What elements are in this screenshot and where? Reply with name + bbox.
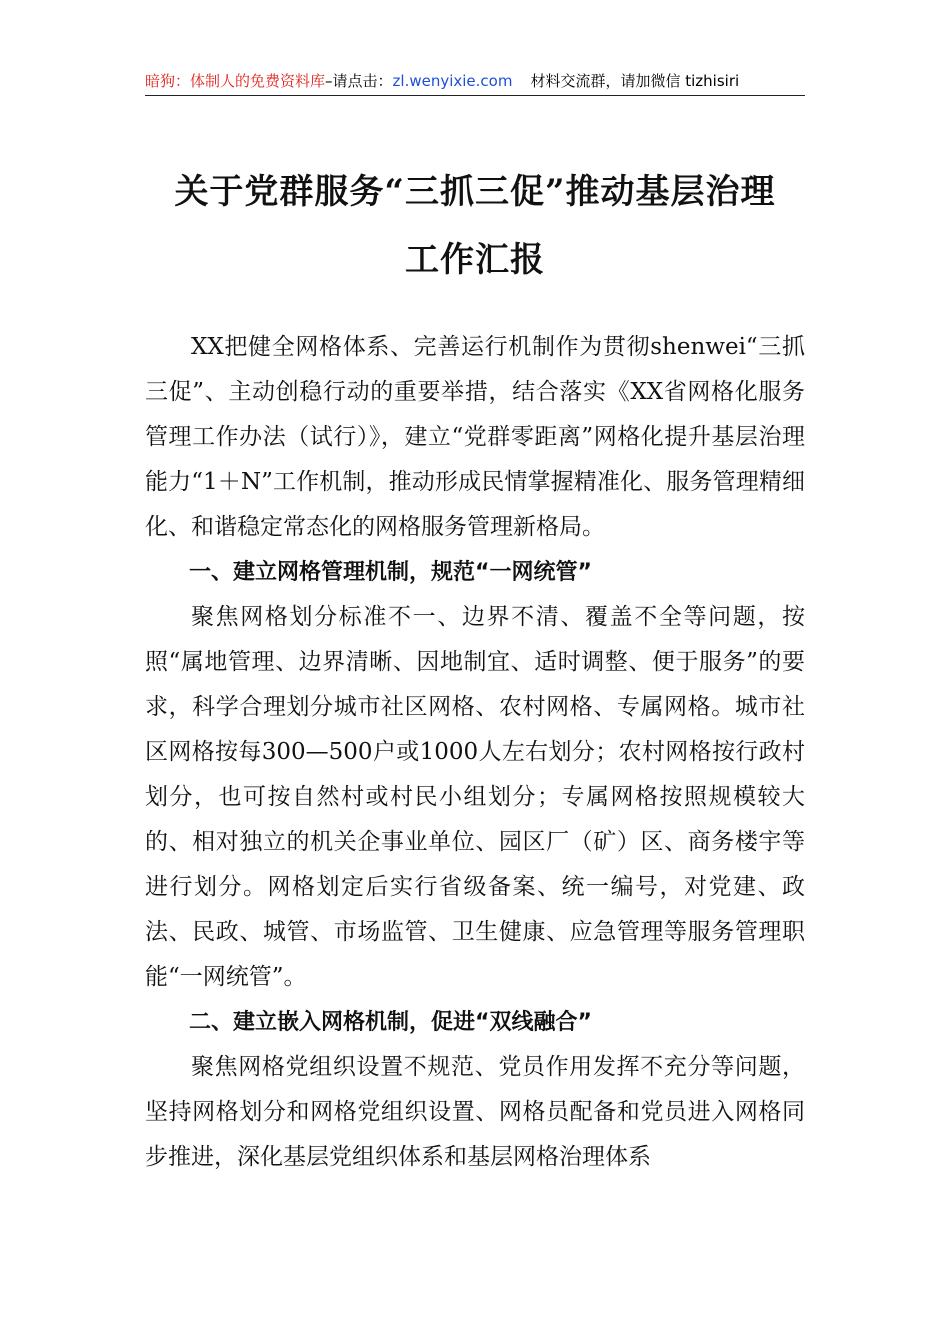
document-body xyxy=(145,325,805,1180)
header-link[interactable]: zl.wenyixie.com xyxy=(392,72,513,90)
section-heading-2: 二、建立嵌入网格机制，促进“双线融合” xyxy=(189,1010,592,1035)
header-click-prompt: –请点击： xyxy=(325,72,393,90)
page-header xyxy=(145,68,805,94)
header-wechat-note: 材料交流群，请加微信 tizhisiri xyxy=(530,72,740,90)
document-title-line2: 工作汇报 xyxy=(405,240,545,280)
intro-paragraph: XX把健全网格体系、完善运行机制作为贯彻shenwei“三抓三促”、主动创稳行动的重要举措，结合落实《XX省网格化服务管理工作办法（试行）》，建立“党群零距离”网格化提升基层治理能力“1＋N”工作机制，推动形成民情掌握精准化、服务管理精细化、和谐稳定常态化的网格服务管理新格局。 xyxy=(145,334,805,540)
document-title-line1: 关于党群服务“三抓三促”推动基层治理 xyxy=(174,172,776,212)
header-site-name: 暗狗：体制人的免费资料库 xyxy=(145,72,326,90)
header-divider xyxy=(145,95,805,96)
section-heading-1: 一、建立网格管理机制，规范“一网统管” xyxy=(189,560,592,585)
section-2-paragraph: 聚焦网格党组织设置不规范、党员作用发挥不充分等问题，坚持网格划分和网格党组织设置、网格员配备和党员进入网格同步推进，深化基层党组织体系和基层网格治理体系 xyxy=(145,1054,805,1170)
section-1-paragraph: 聚焦网格划分标准不一、边界不清、覆盖不全等问题，按照“属地管理、边界清晰、因地制宜、适时调整、便于服务”的要求，科学合理划分城市社区网格、农村网格、专属网格。城市社区网格按每300—500户或1000人左右划分；农村网格按行政村划分，也可按自然村或村民小组划分；专属网格按照规模较大的、相对独立的机关企事业单位、园区厂（矿）区、商务楼宇等进行划分。网格划定后实行省级备案、统一编号，对党建、政法、民政、城管、市场监管、卫生健康、应急管理等服务管理职能“一网统管”。 xyxy=(145,604,805,990)
